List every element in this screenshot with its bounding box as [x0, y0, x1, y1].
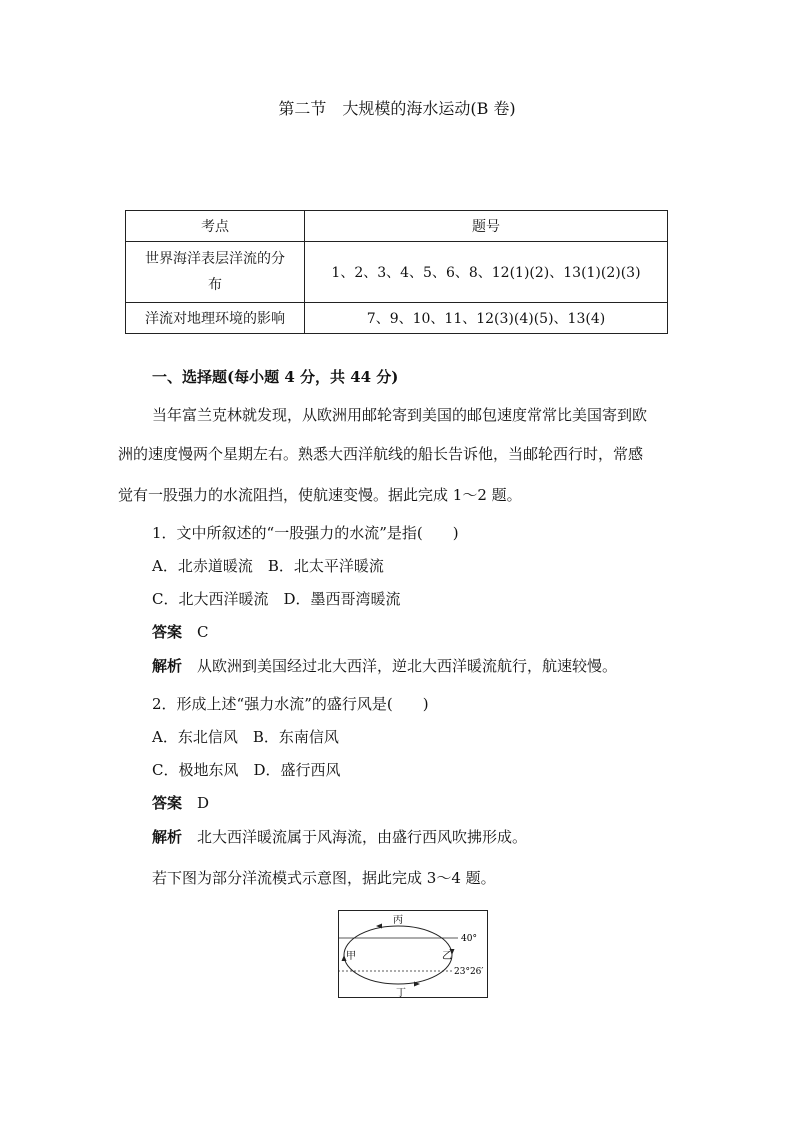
table-header-cell: 题号 [305, 211, 668, 242]
table-cell-questions: 7、9、10、11、12(3)(4)(5)、13(4) [305, 303, 668, 334]
analysis-text: 北大西洋暖流属于风海流，由盛行西风吹拂形成。 [197, 828, 528, 846]
question-1-analysis [152, 655, 617, 676]
label-yi: 乙 [442, 951, 452, 962]
answer-value: D [197, 794, 210, 812]
answer-label: 答案 [152, 623, 183, 641]
table-row [126, 303, 668, 334]
table-cell-topic [126, 242, 305, 303]
answer-label: 答案 [152, 794, 183, 812]
label-lat-tropic: 23°26′ [454, 967, 484, 977]
question-2-options-cd: C．极地东风 D．盛行西风 [152, 761, 341, 779]
table-cell-topic-line2: 布 [208, 277, 222, 293]
question-1-stem: 1．文中所叙述的“一股强力的水流”是指( ) [152, 524, 459, 542]
analysis-label: 解析 [152, 828, 183, 846]
table-header-row [126, 211, 668, 242]
ocean-current-svg [338, 910, 488, 998]
table-row [126, 242, 668, 303]
question-2-answer [152, 792, 209, 813]
label-jia: 甲 [346, 951, 356, 962]
page-title: 第二节 大规模的海水运动(B 卷) [278, 99, 516, 118]
passage-line: 洲的速度慢两个星期左右。熟悉大西洋航线的船长告诉他，当邮轮西行时，常感 [118, 445, 644, 463]
question-2-stem: 2．形成上述“强力水流”的盛行风是( ) [152, 695, 429, 713]
question-2-analysis [152, 826, 527, 847]
analysis-text: 从欧洲到美国经过北大西洋，逆北大西洋暖流航行，航速较慢。 [197, 657, 618, 675]
table-cell-topic: 洋流对地理环境的影响 [126, 303, 305, 334]
question-1-options-cd: C．北大西洋暖流 D．墨西哥湾暖流 [152, 590, 401, 608]
table-cell-topic-line1: 世界海洋表层洋流的分 [145, 251, 285, 267]
label-bing: 丙 [393, 915, 403, 926]
diagram-frame [339, 911, 488, 998]
analysis-label: 解析 [152, 657, 183, 675]
passage-line: 当年富兰克林就发现，从欧洲用邮轮寄到美国的邮包速度常常比美国寄到欧 [152, 406, 648, 424]
question-1-answer [152, 621, 209, 642]
ocean-current-diagram [338, 910, 488, 998]
section-heading: 一、选择题(每小题 4 分，共 44 分) [152, 368, 399, 386]
label-ding: 丁 [396, 988, 406, 998]
topic-table [125, 210, 668, 334]
question-2-options-ab: A．东北信风 B．东南信风 [152, 728, 339, 746]
label-lat-40: 40° [461, 934, 477, 944]
questions-3-4-intro: 若下图为部分洋流模式示意图，据此完成 3～4 题。 [152, 869, 496, 887]
current-loop [344, 926, 452, 984]
answer-value: C [197, 623, 209, 641]
table-cell-questions: 1、2、3、4、5、6、8、12(1)(2)、13(1)(2)(3) [305, 242, 668, 303]
question-1-options-ab: A．北赤道暖流 B．北太平洋暖流 [152, 557, 384, 575]
passage-line: 觉有一股强力的水流阻挡，使航速变慢。据此完成 1～2 题。 [118, 486, 522, 504]
table-header-cell: 考点 [126, 211, 305, 242]
